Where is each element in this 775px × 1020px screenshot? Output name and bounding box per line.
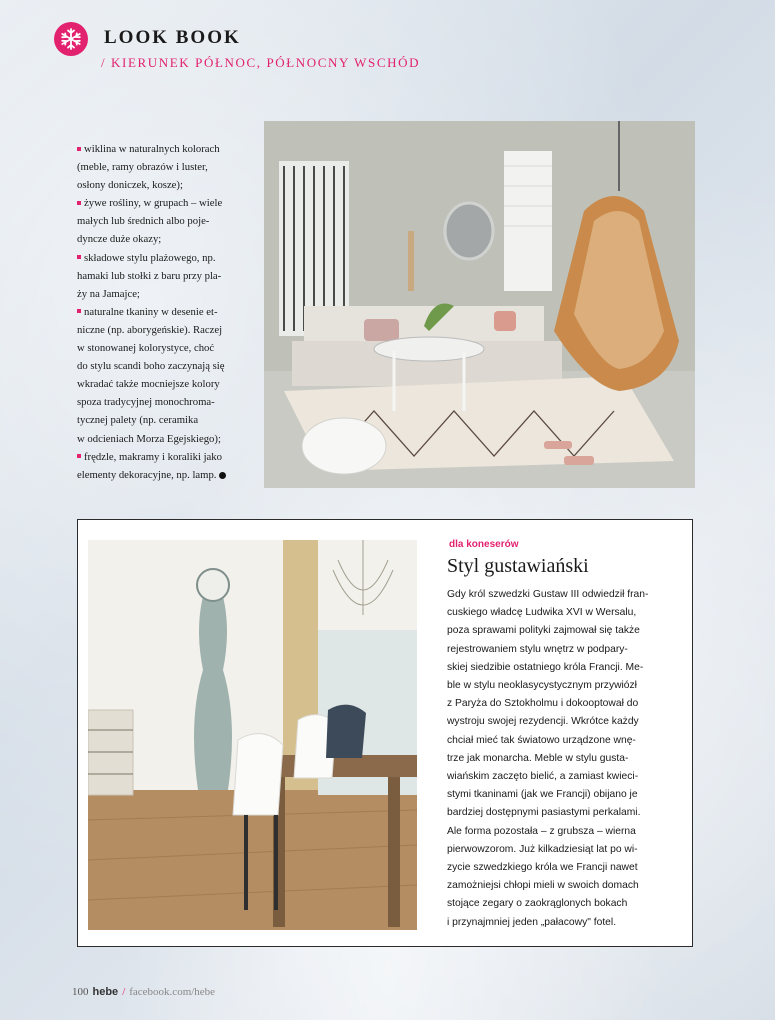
page-number: 100 xyxy=(72,986,89,998)
list-line: tycznej palety (np. ceramika xyxy=(77,414,199,427)
section-subtitle: / KIERUNEK PÓŁNOC, PÓŁNOCNY WSCHÓD xyxy=(101,55,421,70)
section-title: LOOK BOOK xyxy=(104,27,241,48)
list-line: wkradać także mocniejsze kolory xyxy=(77,378,220,391)
list-line: spoza tradycyjnej monochroma- xyxy=(77,396,215,409)
body-line: bardziej dostępnymi pasiastymi perkalami. xyxy=(447,807,641,819)
bullet-icon xyxy=(77,147,81,151)
footer-separator: / xyxy=(122,986,126,998)
body-line: Gdy król szwedzki Gustaw III odwiedził fran- xyxy=(447,589,649,600)
body-line: skiej siedzibie ostatniego króla Francji. Me- xyxy=(447,661,644,673)
body-line: stymi tkaninami (jak we Francji) obijano je xyxy=(447,789,638,801)
end-mark-icon xyxy=(219,472,226,479)
list-line: małych lub średnich albo poje- xyxy=(77,215,210,228)
body-line: pierwowzorom. Już kilkadziesiąt lat po wi- xyxy=(447,843,638,855)
list-item xyxy=(77,194,245,248)
body-line: zamożniejsi chłopi mieli w swoich domach xyxy=(447,880,639,892)
body-line: chciał mieć tak światowo urządzone wnę- xyxy=(447,734,636,746)
list-line: naturalne tkaniny w desenie et- xyxy=(84,305,218,318)
list-line: hamaki lub stołki z baru przy pla- xyxy=(77,269,222,282)
list-line: elementy dekoracyjne, np. lamp. xyxy=(77,468,217,481)
list-line: w odcieniach Morza Egejskiego); xyxy=(77,432,221,445)
list-line: frędzle, makramy i koraliki jako xyxy=(84,450,222,463)
body-line: i przynajmniej jeden „pałacowy" fotel. xyxy=(447,916,617,928)
bullet-icon xyxy=(77,454,81,458)
list-item xyxy=(77,303,245,448)
magazine-brand: hebe xyxy=(92,986,119,998)
body-line: cuskiego władcę Ludwika XVI w Wersalu, xyxy=(447,607,637,619)
body-line: poza sprawami polityki zajmował się także xyxy=(447,625,640,637)
body-line: z Paryża do Sztokholmu i dokooptował do xyxy=(447,698,639,710)
living-room-photo xyxy=(264,121,695,488)
facebook-link[interactable]: facebook.com/hebe xyxy=(129,986,216,998)
list-line: w stonowanej kolorystyce, choć xyxy=(77,342,215,355)
list-line: (meble, ramy obrazów i luster, xyxy=(77,161,208,174)
list-line: dyncze duże okazy; xyxy=(77,233,162,246)
list-item xyxy=(77,249,245,303)
dining-room-photo xyxy=(88,540,417,930)
body-line: zycie szwedzkiego króla we Francji nawet xyxy=(447,862,638,874)
list-line: składowe stylu plażowego, np. xyxy=(84,251,216,264)
list-line: żywe rośliny, w grupach – wiele xyxy=(84,197,223,210)
feature-title: Styl gustawiański xyxy=(447,555,589,577)
body-line: wystroju swojej rezydencji. Wkrótce każdy xyxy=(447,716,639,728)
body-line: stojące zegary o zaokrąglonych bokach xyxy=(447,898,628,910)
list-line: wiklina w naturalnych kolorach xyxy=(84,143,220,155)
bullet-icon xyxy=(77,255,81,259)
body-line: rejestrowaniem stylu wnętrz w podpary- xyxy=(447,643,628,655)
bullet-icon xyxy=(77,201,81,205)
bullet-icon xyxy=(77,309,81,313)
list-item xyxy=(77,448,245,484)
page-footer xyxy=(72,986,215,998)
feature-box xyxy=(77,519,693,947)
section-badge xyxy=(54,22,88,56)
feature-body xyxy=(447,586,666,932)
snowflake-icon xyxy=(59,27,83,51)
body-line: ble w stylu neoklasycystycznym przywiózł xyxy=(447,680,637,692)
trend-list xyxy=(77,140,245,484)
body-line: trze jak monarcha. Meble w stylu gusta- xyxy=(447,752,629,764)
list-line: niczne (np. aborygeńskie). Raczej xyxy=(77,323,223,336)
list-line: osłony doniczek, kosze); xyxy=(77,179,183,192)
feature-kicker: dla koneserów xyxy=(449,539,519,550)
list-line: do stylu scandi boho zaczynają się xyxy=(77,360,225,373)
body-line: Ale forma pozostała – z grubsza – wierna xyxy=(447,825,636,837)
list-line: ży na Jamajce; xyxy=(77,287,140,300)
body-line: wiańskim zaczęto bielić, a zamiast kwieci- xyxy=(447,771,639,783)
list-item xyxy=(77,140,245,194)
